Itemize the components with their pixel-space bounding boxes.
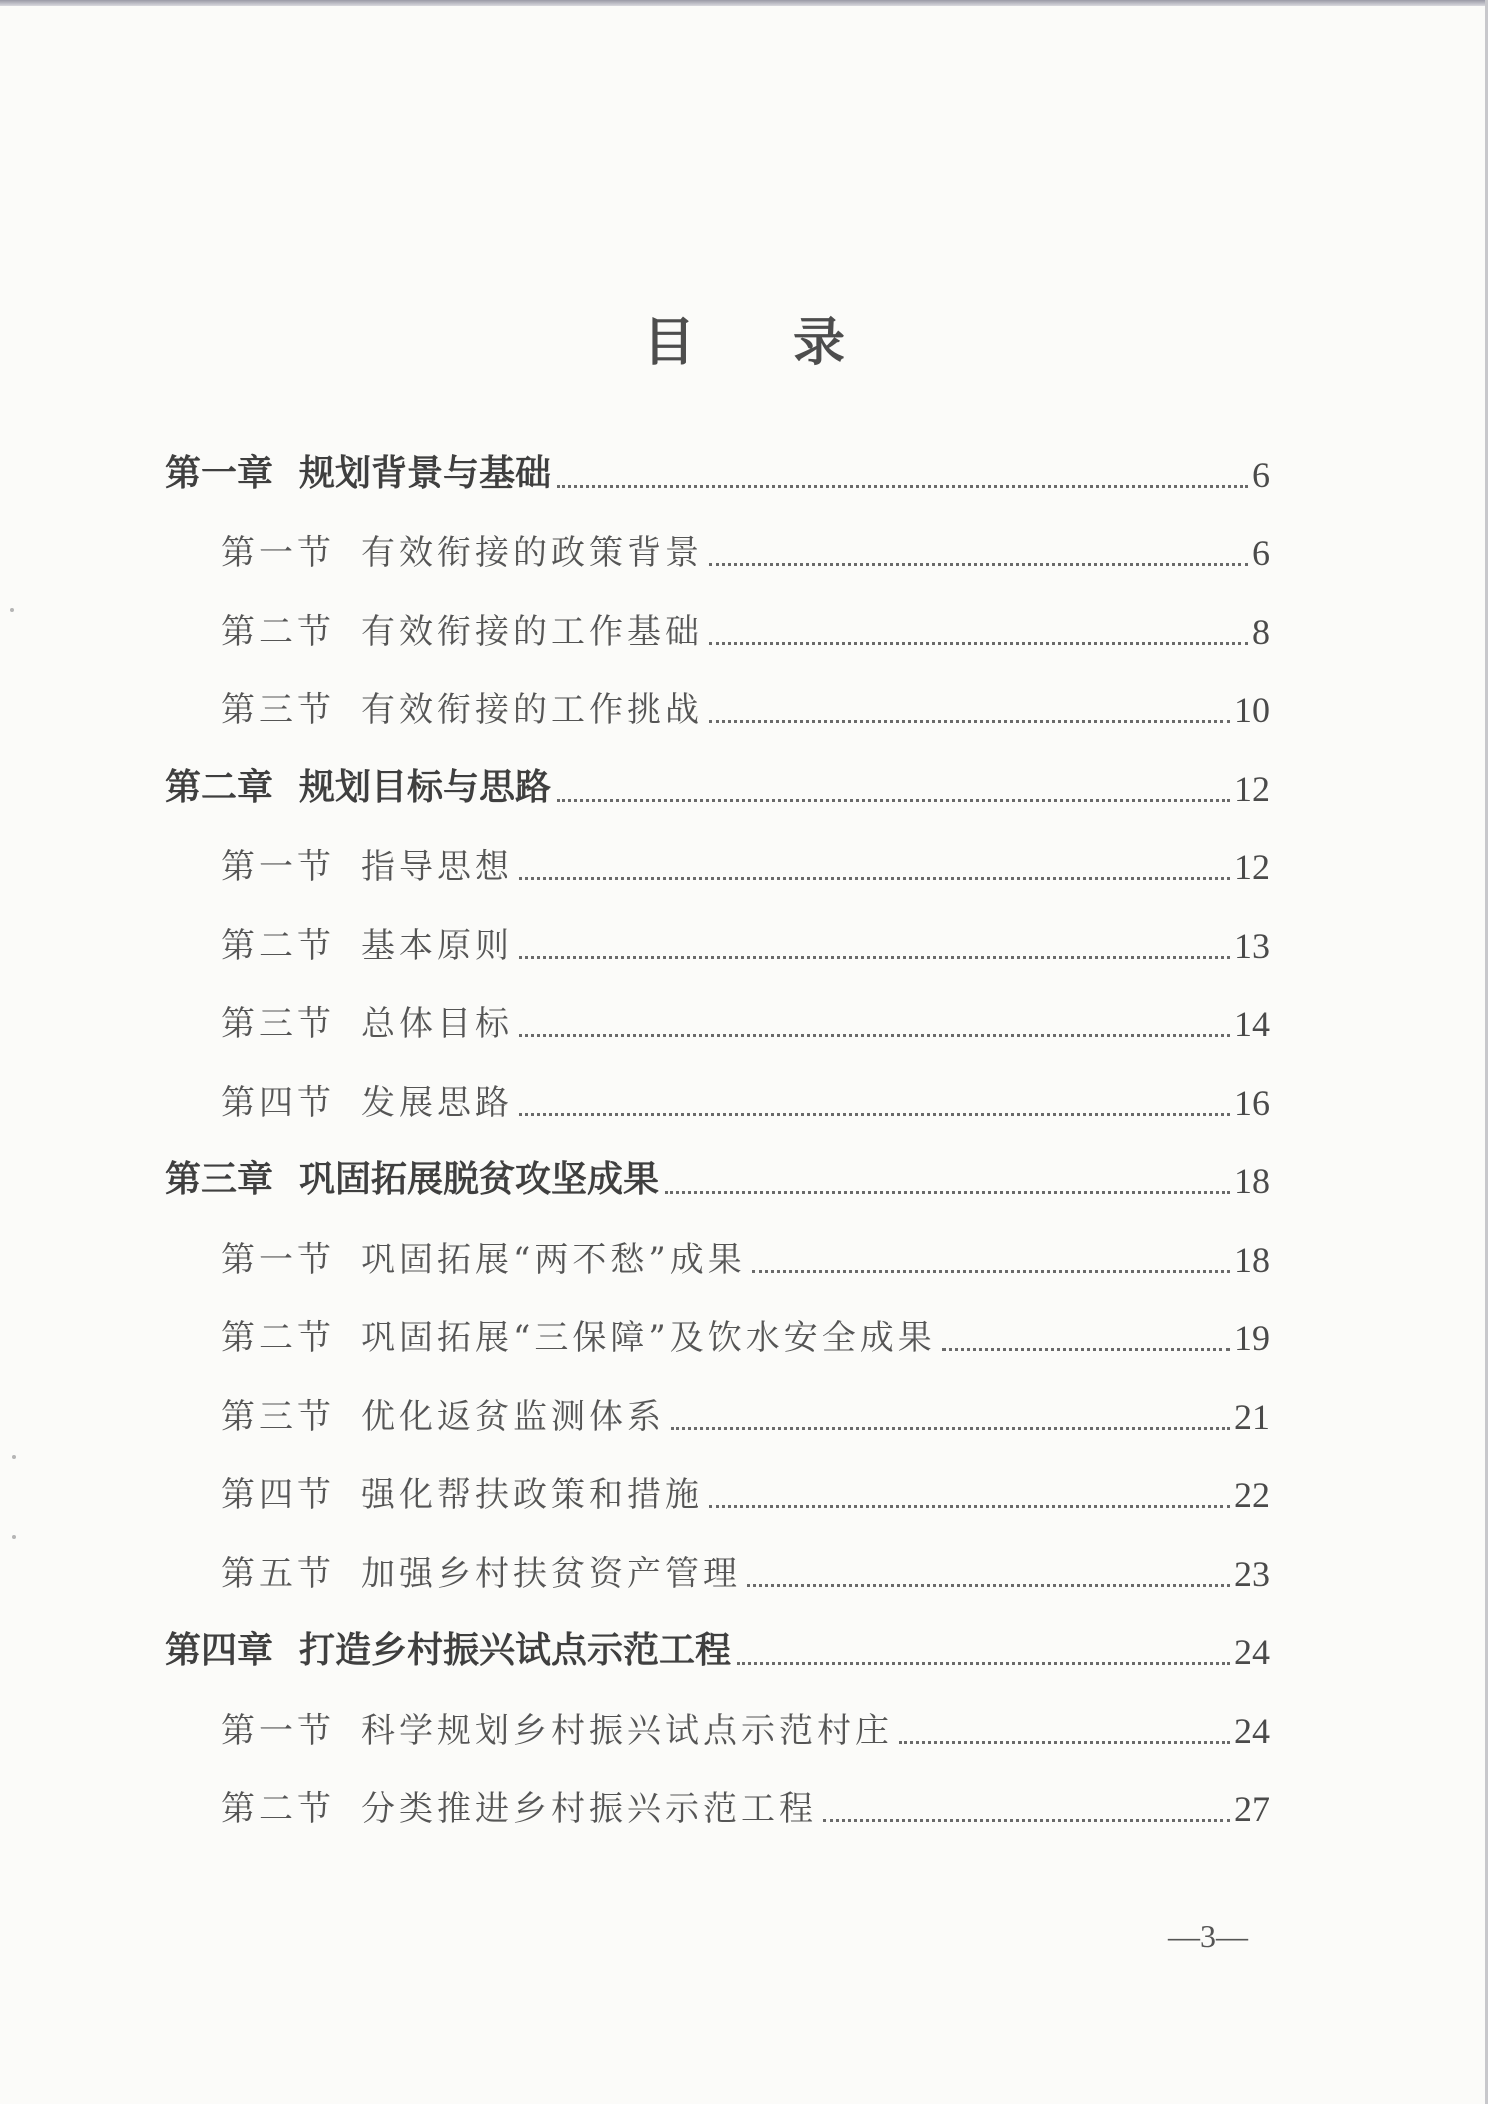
toc-section-1-1[interactable]: [165, 504, 1270, 583]
toc-entry-page: 12: [1234, 768, 1270, 809]
toc-entry-page: 16: [1234, 1082, 1270, 1123]
toc-entry-prefix: 第四节: [221, 1475, 335, 1515]
toc-entry-page: 19: [1234, 1318, 1270, 1358]
toc-entry-label: 基本原则: [361, 925, 513, 966]
toc-section-3-3[interactable]: [165, 1367, 1270, 1446]
toc-entry-label: 有效衔接的工作基础: [361, 611, 703, 652]
toc-entry-label: 打造乡村振兴试点示范工程: [299, 1630, 732, 1671]
toc-entry-prefix: 第一节: [221, 1710, 335, 1751]
scan-edge-top: [0, 0, 1488, 6]
toc-entry-page: 14: [1234, 1004, 1270, 1044]
toc-entry-label: 总体目标: [361, 1004, 513, 1044]
toc-entry-prefix: 第三章: [165, 1159, 274, 1200]
toc-entry-label: 优化返贫监测体系: [361, 1396, 665, 1437]
toc-entry-label: 加强乡村扶贫资产管理: [361, 1553, 741, 1594]
toc-entry-page: 18: [1234, 1239, 1270, 1280]
toc-entry-prefix: 第二节: [221, 611, 335, 652]
toc-section-1-2[interactable]: [165, 582, 1270, 661]
dot-leader: [519, 956, 1230, 959]
dot-leader: [942, 1348, 1230, 1351]
dot-leader: [899, 1741, 1230, 1744]
dot-leader: [709, 720, 1230, 723]
page-title: 目 录: [642, 312, 886, 373]
toc-entry-page: 21: [1234, 1396, 1270, 1437]
toc-entry-prefix: 第二节: [221, 1318, 335, 1358]
toc-entry-label: 巩固拓展脱贫攻坚成果: [299, 1159, 660, 1200]
dot-leader: [671, 1427, 1230, 1430]
toc-entry-prefix: 第一节: [221, 847, 335, 887]
toc-entry-label: 规划目标与思路: [299, 766, 552, 808]
toc-entry-prefix: 第三节: [221, 690, 335, 730]
toc-section-2-4[interactable]: [165, 1053, 1270, 1132]
toc-entry-label: 指导思想: [361, 847, 513, 887]
toc-entry-label: 强化帮扶政策和措施: [361, 1475, 703, 1515]
scan-speck: [10, 608, 14, 612]
toc-entry-label: 巩固拓展“三保障”及饮水安全成果: [361, 1318, 936, 1358]
toc-section-1-3[interactable]: [165, 661, 1270, 740]
dot-leader: [709, 1505, 1230, 1508]
toc-entry-prefix: 第三节: [221, 1004, 335, 1044]
dot-leader: [737, 1662, 1230, 1665]
toc-entry-page: 6: [1252, 533, 1270, 573]
toc-entry-label: 科学规划乡村振兴试点示范村庄: [361, 1710, 893, 1751]
toc-entry-page: 13: [1234, 925, 1270, 966]
toc-entry-label: 发展思路: [361, 1082, 513, 1123]
toc-section-2-1[interactable]: [165, 818, 1270, 897]
toc-section-2-3[interactable]: [165, 975, 1270, 1054]
toc-section-4-2[interactable]: [165, 1760, 1270, 1839]
toc-entry-page: 6: [1252, 454, 1270, 495]
toc-entry-prefix: 第二节: [221, 925, 335, 966]
toc-section-3-4[interactable]: [165, 1446, 1270, 1525]
toc-chapter-4[interactable]: [165, 1603, 1270, 1682]
scan-speck: [12, 1455, 16, 1459]
dot-leader: [665, 1191, 1230, 1194]
dot-leader: [823, 1819, 1230, 1822]
toc-entry-label: 分类推进乡村振兴示范工程: [361, 1789, 817, 1829]
toc-entry-page: 27: [1234, 1789, 1270, 1829]
toc-entry-page: 12: [1234, 847, 1270, 887]
dot-leader: [557, 799, 1230, 802]
dot-leader: [747, 1584, 1230, 1587]
dot-leader: [709, 642, 1248, 645]
dot-leader: [519, 1113, 1230, 1116]
toc-entry-label: 规划背景与基础: [299, 452, 552, 494]
toc-entry-prefix: 第四节: [221, 1082, 335, 1123]
toc-entry-page: 10: [1234, 690, 1270, 730]
toc-entry-page: 8: [1252, 611, 1270, 652]
toc-chapter-1[interactable]: [165, 425, 1270, 504]
dot-leader: [709, 563, 1248, 566]
toc-entry-page: 24: [1234, 1632, 1270, 1672]
toc-entry-page: 23: [1234, 1553, 1270, 1594]
toc-entry-prefix: 第一节: [221, 1239, 335, 1280]
toc-entry-label: 巩固拓展“两不愁”成果: [361, 1239, 746, 1280]
dot-leader: [519, 877, 1230, 880]
dot-leader: [752, 1270, 1230, 1273]
toc-entry-page: 18: [1234, 1161, 1270, 1201]
toc-entry-label: 有效衔接的政策背景: [361, 533, 703, 573]
toc-entry-prefix: 第三节: [221, 1396, 335, 1437]
toc-entry-label: 有效衔接的工作挑战: [361, 690, 703, 730]
toc-entry-prefix: 第一章: [165, 452, 274, 494]
toc-section-2-2[interactable]: [165, 896, 1270, 975]
scan-speck: [12, 1535, 16, 1539]
toc-entry-page: 22: [1234, 1475, 1270, 1515]
toc-section-3-1[interactable]: [165, 1210, 1270, 1289]
dot-leader: [557, 485, 1248, 488]
toc-entry-prefix: 第五节: [221, 1553, 335, 1594]
toc-entry-prefix: 第一节: [221, 533, 335, 573]
toc-chapter-2[interactable]: [165, 739, 1270, 818]
toc-section-3-5[interactable]: [165, 1524, 1270, 1603]
toc-entry-page: 24: [1234, 1710, 1270, 1751]
page-number: —3—: [1168, 1918, 1248, 1954]
table-of-contents: [165, 425, 1270, 1838]
toc-section-3-2[interactable]: [165, 1289, 1270, 1368]
toc-entry-prefix: 第四章: [165, 1630, 274, 1671]
toc-entry-prefix: 第二节: [221, 1789, 335, 1829]
toc-entry-prefix: 第二章: [165, 766, 274, 808]
toc-section-4-1[interactable]: [165, 1681, 1270, 1760]
dot-leader: [519, 1034, 1230, 1037]
toc-chapter-3[interactable]: [165, 1132, 1270, 1211]
